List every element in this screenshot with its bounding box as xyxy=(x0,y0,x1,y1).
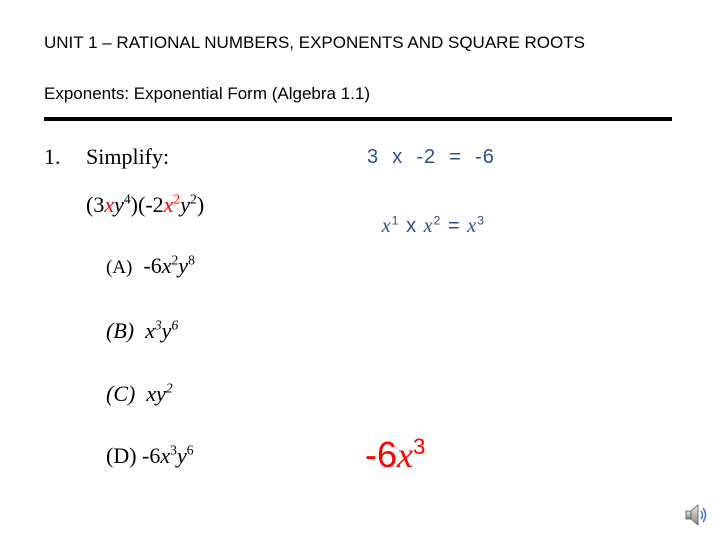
final-answer: $-6x^3$ xyxy=(365,434,426,475)
speaker-icon[interactable] xyxy=(683,502,709,528)
work-line-coefficients: 3 x -2 = -6 xyxy=(367,146,495,168)
divider-rule xyxy=(44,117,672,121)
option-b: (B) $x^3y^6$ xyxy=(106,317,179,343)
option-c: (C) $xy^2$ xyxy=(106,380,173,406)
question-number: 1. xyxy=(44,144,61,169)
question-expression: $(3xy^4)(-2x^2y^2)$ xyxy=(86,191,205,217)
option-a: (A) $-6x^2y^8$ xyxy=(106,252,195,278)
question-prompt: Simplify: xyxy=(86,144,170,169)
section-subtitle: Exponents: Exponential Form (Algebra 1.1) xyxy=(44,84,371,103)
unit-title: UNIT 1 – RATIONAL NUMBERS, EXPONENTS AND SQUARE ROOTS xyxy=(44,33,585,52)
work-line-exponents: $x^1$ x $x^2 = x^3$ xyxy=(381,213,486,237)
option-d: (D) $-6x^3y^6$ xyxy=(106,442,194,468)
